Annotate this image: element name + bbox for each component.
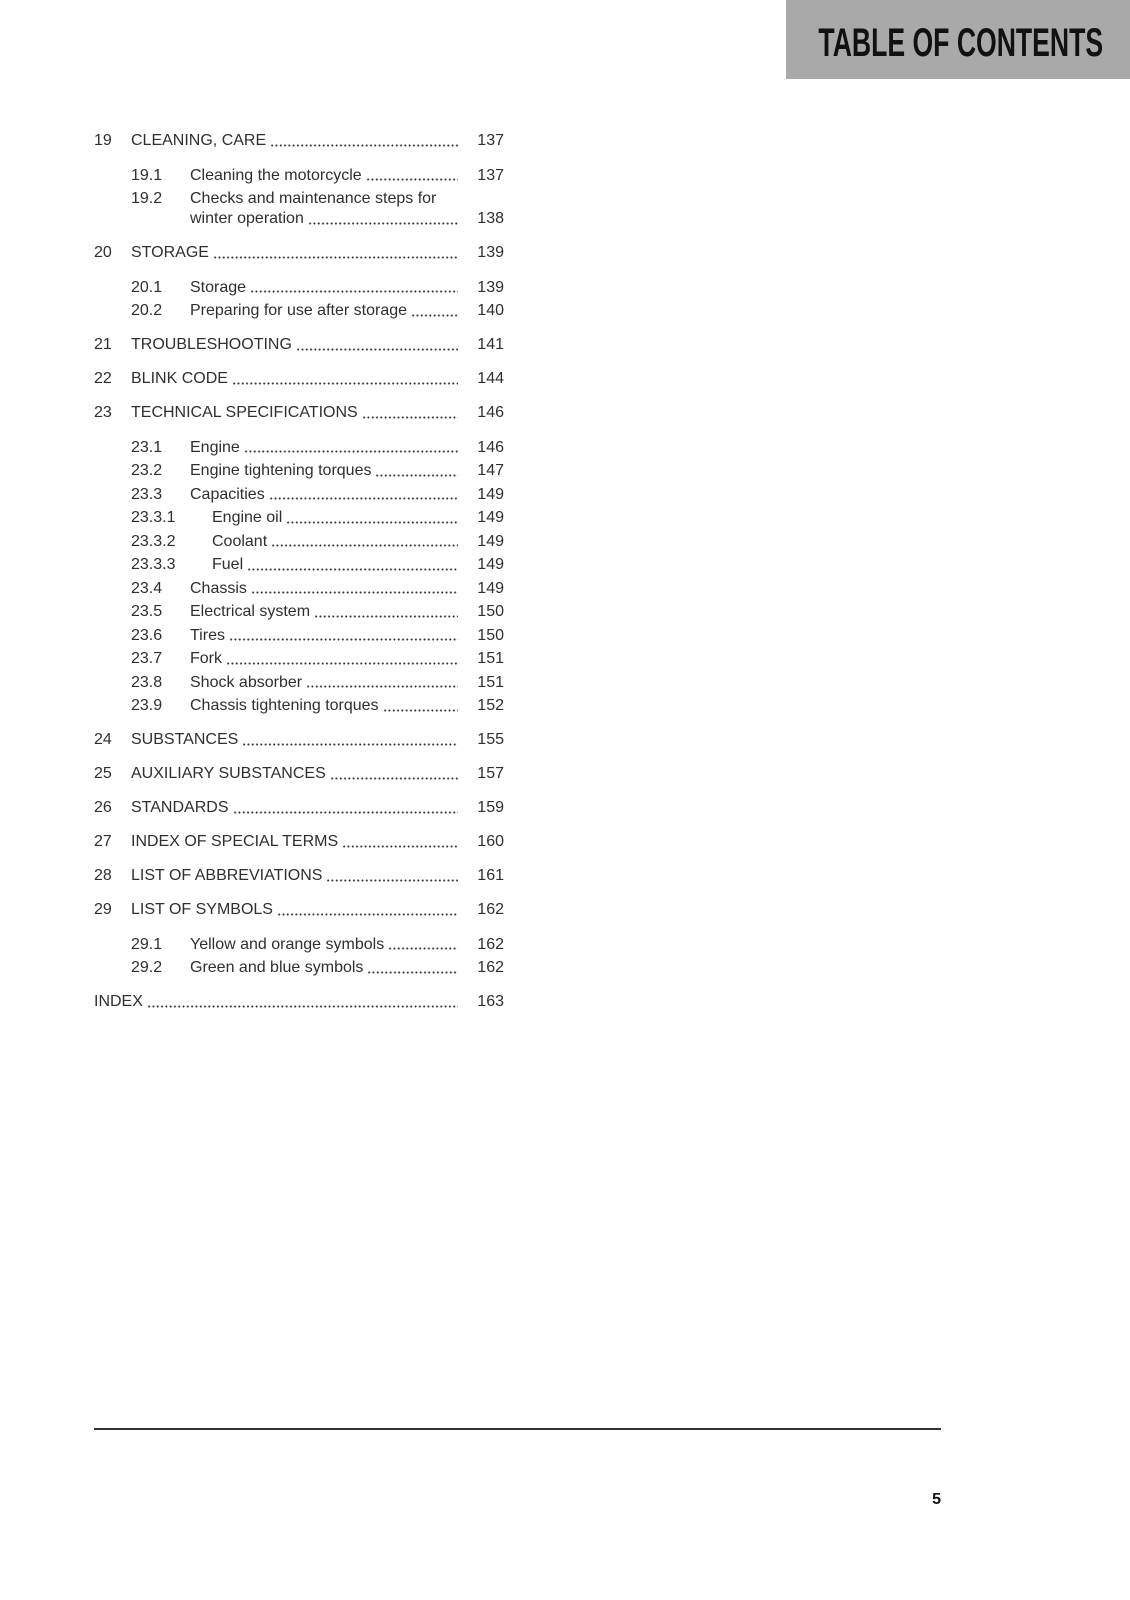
chapter-title: STORAGE [131,244,209,261]
page-reference: 163 [477,993,504,1010]
section-number: 29.1 [131,935,163,953]
toc-entry-23-5[interactable] [94,600,504,624]
subsection-number: 23.3.2 [131,532,176,550]
page-reference: 147 [477,462,504,479]
dot-leader [330,777,458,780]
page-reference: 151 [477,650,504,667]
footer-rule [94,1428,941,1430]
chapter-number: 25 [94,765,112,782]
toc-entry-25[interactable] [94,762,504,786]
dot-leader [247,568,458,571]
toc-entry-20-1[interactable] [94,276,504,300]
chapter-number: 28 [94,867,112,884]
chapter-title: LIST OF SYMBOLS [131,901,273,918]
chapter-title: TROUBLESHOOTING [131,336,292,353]
toc-entry-20-2[interactable] [94,299,504,323]
dot-leader [271,544,458,547]
toc-entry-23-1[interactable] [94,436,504,460]
page-reference: 162 [477,935,504,953]
section-number: 23.6 [131,626,163,644]
chapter-number: 21 [94,336,112,353]
section-number: 19.1 [131,166,163,184]
dot-leader [277,913,458,916]
page-reference: 146 [477,438,504,456]
page-reference: 144 [477,370,504,387]
chapter-number: 19 [94,132,112,149]
page-reference: 149 [477,485,504,503]
page-reference: 141 [477,336,504,353]
toc-entry-22[interactable] [94,367,504,391]
page-reference: 150 [477,603,504,620]
chapter-title: STANDARDS [131,799,229,816]
dot-leader [342,845,458,848]
toc-entry-24[interactable] [94,728,504,752]
toc-entry-23-9[interactable] [94,694,504,718]
page-reference: 149 [477,556,504,573]
section-title: Cleaning the motorcycle [190,166,362,184]
page-reference: 146 [477,404,504,421]
toc-entry-23-2[interactable] [94,459,504,483]
page-folio: 5 [932,1491,941,1508]
chapter-title: INDEX [94,993,143,1010]
chapter-title: BLINK CODE [131,370,228,387]
section-title-continued: winter operation [190,210,304,227]
section-title: Green and blue symbols [190,959,364,976]
toc-entry-23-3-1[interactable] [94,506,504,530]
chapter-number: 24 [94,731,112,748]
dot-leader [308,222,458,225]
section-number: 20.1 [131,278,163,296]
toc-entry-23-4[interactable] [94,577,504,601]
dot-leader [362,416,458,419]
toc-entry-23-3-3[interactable] [94,553,504,577]
dot-leader [250,290,458,293]
section-title-line-1 [94,187,504,207]
toc-entry-index[interactable] [94,990,504,1014]
dot-leader [251,591,458,594]
dot-leader [244,450,458,453]
section-number: 23.7 [131,650,163,667]
section-title: Capacities [190,485,265,503]
section-title: Yellow and orange symbols [190,935,385,953]
dot-leader [270,144,458,147]
dot-leader [375,474,458,477]
toc-entry-21[interactable] [94,333,504,357]
section-number: 23.1 [131,438,163,456]
chapter-number: 26 [94,799,112,816]
section-number: 23.3 [131,485,163,503]
section-title: Engine tightening torques [190,462,372,479]
section-title: Chassis [190,579,247,597]
toc-entry-23[interactable] [94,401,504,425]
section-number: 23.4 [131,579,163,597]
dot-leader [388,947,458,950]
dot-leader [296,348,458,351]
section-number: 23.5 [131,603,163,620]
page-reference: 157 [477,765,504,782]
toc-entry-23-6[interactable] [94,624,504,648]
page-reference: 160 [477,833,504,850]
dot-leader [411,314,458,317]
section-title-line-2 [94,207,504,231]
chapter-title: SUBSTANCES [131,731,239,748]
toc-entry-26[interactable] [94,796,504,820]
page-reference: 155 [477,731,504,748]
section-number: 23.2 [131,462,163,479]
dot-leader [232,382,458,385]
dot-leader [314,615,458,618]
page-reference: 140 [477,302,504,319]
dot-leader [366,178,458,181]
page-reference: 138 [477,210,504,227]
page-reference: 152 [477,697,504,714]
dot-leader [226,662,458,665]
dot-leader [383,709,458,712]
toc-entry-23-7[interactable] [94,647,504,671]
page-reference: 139 [477,244,504,261]
section-title: Fork [190,650,222,667]
toc-entry-20[interactable] [94,241,504,265]
toc-entry-19[interactable] [94,129,504,153]
subsection-title: Coolant [212,532,268,550]
section-title: Checks and maintenance steps for [190,190,437,207]
dot-leader [147,1005,458,1008]
subsection-title: Engine oil [212,509,283,526]
section-title: Preparing for use after storage [190,302,408,319]
dot-leader [242,743,458,746]
page-reference: 151 [477,673,504,691]
section-number: 29.2 [131,959,163,976]
chapter-number: 23 [94,404,112,421]
table-of-contents [94,129,504,1014]
chapter-number: 29 [94,901,112,918]
section-title: Storage [190,278,247,296]
section-title: Engine [190,438,240,456]
section-number: 23.8 [131,673,163,691]
page-reference: 137 [477,166,504,184]
toc-entry-23-8[interactable] [94,671,504,695]
page-reference: 149 [477,532,504,550]
page-reference: 139 [477,278,504,296]
section-title: Tires [190,626,225,644]
toc-entry-29-2[interactable] [94,956,504,980]
chapter-title: TECHNICAL SPECIFICATIONS [131,404,358,421]
dot-leader [286,521,458,524]
toc-entry-29-1[interactable] [94,933,504,957]
chapter-number: 22 [94,370,112,387]
chapter-title: CLEANING, CARE [131,132,267,149]
chapter-title: INDEX OF SPECIAL TERMS [131,833,339,850]
toc-entry-29[interactable] [94,898,504,922]
page-reference: 149 [477,509,504,526]
toc-entry-27[interactable] [94,830,504,854]
page-reference: 162 [477,959,504,976]
section-number: 20.2 [131,302,163,319]
page-reference: 159 [477,799,504,816]
dot-leader [269,497,458,500]
page-reference: 149 [477,579,504,597]
page-reference: 150 [477,626,504,644]
dot-leader [306,685,458,688]
toc-entry-23-3[interactable] [94,483,504,507]
subsection-number: 23.3.1 [131,509,176,526]
toc-entry-19-2[interactable] [94,187,504,231]
page-reference: 137 [477,132,504,149]
section-number: 19.2 [131,190,163,207]
chapter-title: LIST OF ABBREVIATIONS [131,867,323,884]
subsection-number: 23.3.3 [131,556,176,573]
subsection-title: Fuel [212,556,244,573]
toc-entry-19-1[interactable] [94,164,504,188]
page-reference: 161 [477,867,504,884]
toc-entry-28[interactable] [94,864,504,888]
dot-leader [367,971,458,974]
dot-leader [229,638,458,641]
page-reference: 162 [477,901,504,918]
dot-leader [233,811,459,814]
section-title: Chassis tightening torques [190,697,379,714]
dot-leader [213,256,458,259]
chapter-title: AUXILIARY SUBSTANCES [131,765,326,782]
dot-leader [326,879,458,882]
toc-entry-23-3-2[interactable] [94,530,504,554]
chapter-number: 20 [94,244,112,261]
section-title: Shock absorber [190,673,303,691]
section-number: 23.9 [131,697,163,714]
section-title: Electrical system [190,603,311,620]
page-title: TABLE OF CONTENTS [818,21,1103,65]
chapter-number: 27 [94,833,112,850]
